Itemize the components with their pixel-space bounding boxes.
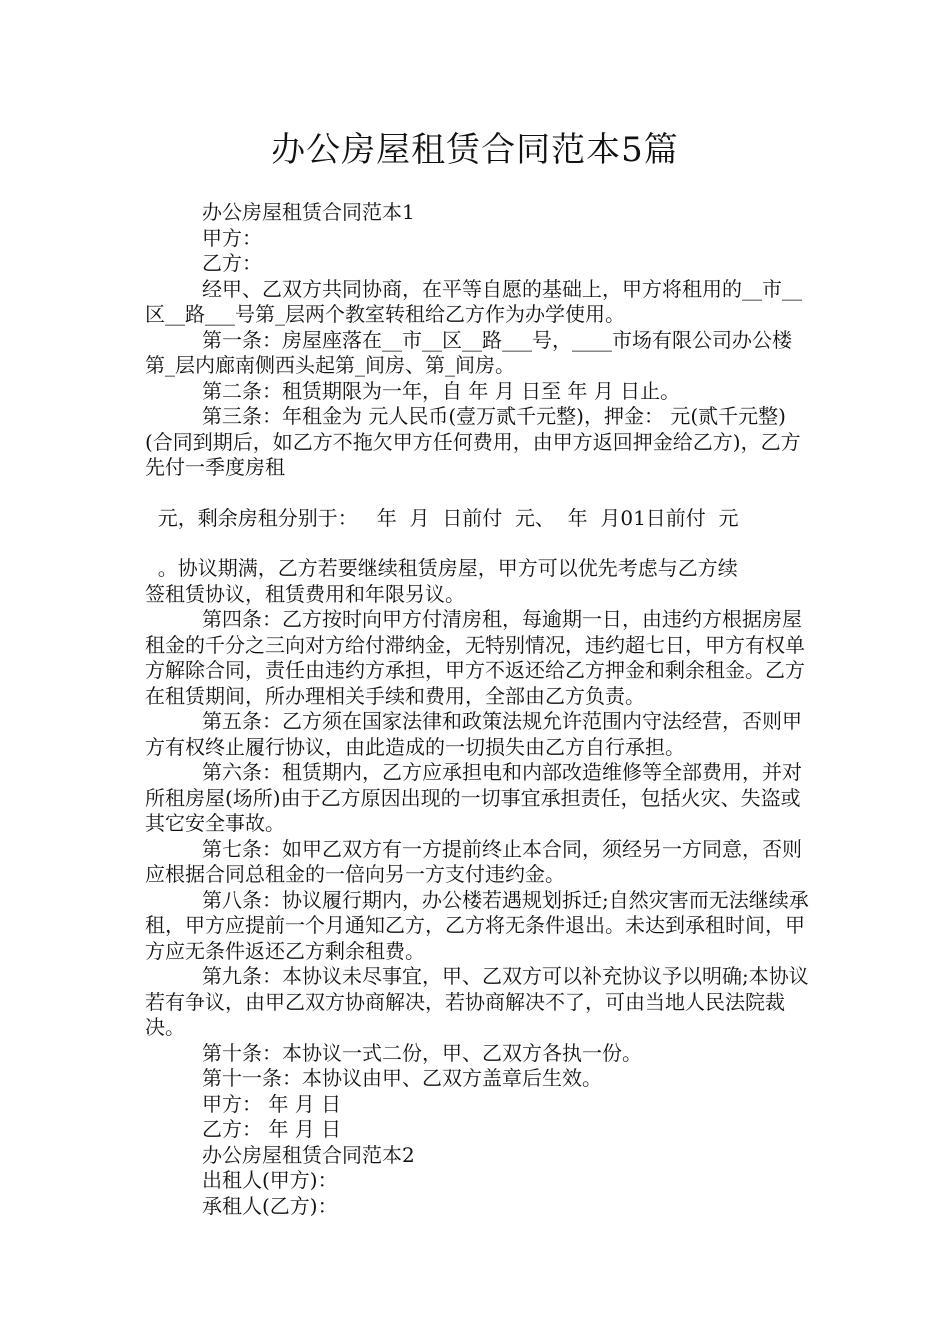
document-body (145, 200, 810, 1219)
document-title: 办公房屋租赁合同范本5篇 (271, 130, 679, 170)
paragraph: 第十条：本协议一式二份，甲、乙双方各执一份。 (202, 1040, 642, 1065)
blank-line (145, 481, 810, 506)
paragraph: 第十一条：本协议由甲、乙双方盖章后生效。 (202, 1066, 602, 1090)
text-line: 。协议期满，乙方若要继续租赁房屋，甲方可以优先考虑与乙方续 (145, 556, 738, 580)
paragraph: 办公房屋租赁合同范本1 (202, 200, 415, 224)
text-line: 签租赁协议，租赁费用和年限另议。 (145, 581, 465, 606)
paragraph: 第九条：本协议未尽事宜，甲、乙双方可以补充协议予以明确;本协议若有争议，由甲乙双方协商解决，若协商解决不了，可由当地人民法院裁决。 (145, 964, 809, 1039)
paragraph: 甲方： (202, 225, 262, 250)
paragraph: 出租人(甲方)： (202, 1168, 338, 1192)
paragraph: 第六条：租赁期内，乙方应承担电和内部改造维修等全部费用，并对所租房屋(场所)由于乙方原因出现的一切事宜承担责任，包括火灾、失盗或其它安全事故。 (145, 760, 802, 835)
paragraph: 乙方： (202, 251, 262, 275)
paragraph: 乙方： 年 月 日 (202, 1117, 342, 1141)
paragraph: 第四条：乙方按时向甲方付清房租，每逾期一日，由违约方根据房屋租金的千分之三向对方给付滞纳金，无特别情况，违约超七日，甲方有权单方解除合同，责任由违约方承担，甲方不返还给乙方押金和剩余租金。乙方在租赁期间，所办理相关手续和费用，全部由乙方负责。 (145, 607, 805, 708)
paragraph: 第五条：乙方须在国家法律和政策法规允许范围内守法经营，否则甲方有权终止履行协议，由此造成的一切损失由乙方自行承担。 (145, 709, 802, 759)
paragraph: 第七条：如甲乙双方有一方提前终止本合同，须经另一方同意，否则应根据合同总租金的一倍向另一方支付违约金。 (145, 836, 802, 886)
paragraph: 办公房屋租赁合同范本2 (202, 1142, 415, 1167)
paragraph: 第八条：协议履行期内，办公楼若遇规划拆迁;自然灾害而无法继续承租，甲方应提前一个月通知乙方，乙方将无条件退出。未达到承租时间，甲方应无条件返还乙方剩余租费。 (145, 887, 809, 963)
paragraph: 经甲、乙双方共同协商，在平等自愿的基础上，甲方将租用的__市__区__路___号第_层两个教室转租给乙方作为办学使用。 (145, 276, 802, 326)
paragraph: 第一条：房屋座落在__市__区__路___号，____市场有限公司办公楼第_层内廊南侧西头起第_间房、第_间房。 (145, 327, 792, 377)
paragraph: 第三条：年租金为 元人民币(壹万贰千元整)，押金： 元(贰千元整)(合同到期后，如乙方不拖欠甲方任何费用，由甲方返回押金给乙方)，乙方先付一季度房租 (145, 404, 801, 479)
text-line: 元，剩余房租分别于： 年 月 日前付 元、 年 月01日前付 元 (145, 505, 739, 530)
paragraph: 承租人(乙方)： (202, 1193, 338, 1218)
paragraph: 甲方： 年 月 日 (202, 1091, 342, 1116)
blank-line (145, 531, 810, 556)
paragraph: 第二条：租赁期限为一年，自 年 月 日至 年 月 日止。 (202, 378, 681, 403)
